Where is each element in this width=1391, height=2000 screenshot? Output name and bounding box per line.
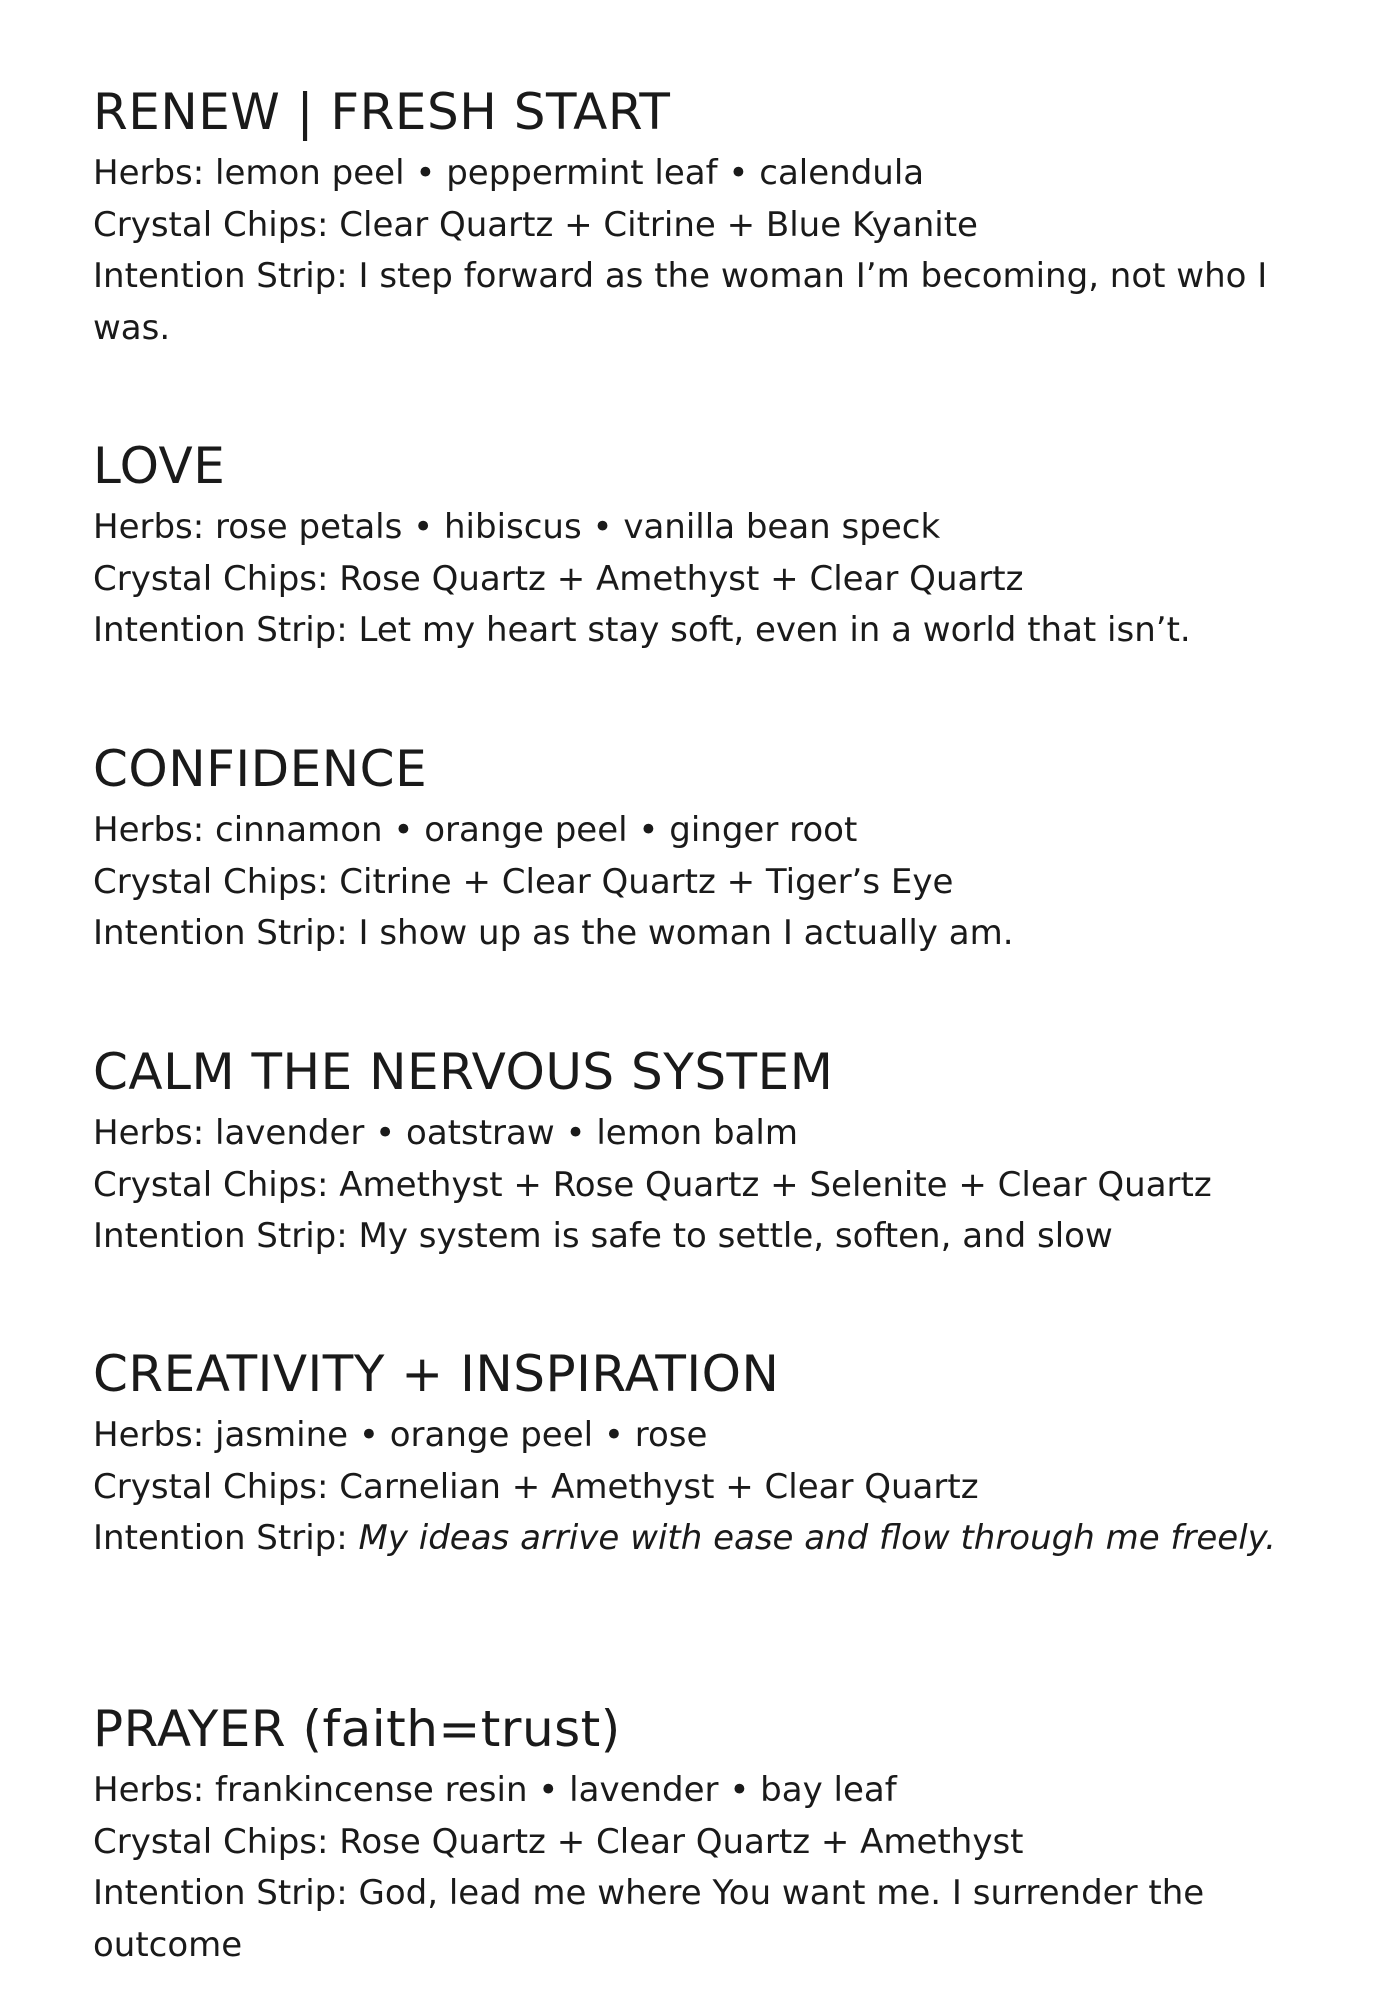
intention-label: Intention Strip: (93, 1873, 359, 1913)
intention-line (93, 1868, 1323, 1971)
section-heading: CONFIDENCE (93, 740, 428, 798)
crystal-chips-line: Crystal Chips: Clear Quartz + Citrine + Blue Kyanite (93, 204, 978, 245)
blend-section-prayer (93, 1699, 1343, 1971)
crystal-chips-line: Crystal Chips: Rose Quartz + Clear Quartz + Amethyst (93, 1821, 1024, 1862)
intention-text: I show up as the woman I actually am. (358, 913, 1014, 953)
blend-section-love (93, 436, 1343, 657)
intention-line (93, 908, 1323, 960)
blend-section-creativity (93, 1344, 1343, 1565)
section-heading: CREATIVITY + INSPIRATION (93, 1345, 780, 1403)
crystal-chips-line: Crystal Chips: Amethyst + Rose Quartz + Selenite + Clear Quartz (93, 1164, 1212, 1205)
intention-text: I step forward as the woman I’m becoming, not who I was. (93, 256, 1268, 348)
intention-label: Intention Strip: (93, 256, 359, 296)
intention-text: My system is safe to settle, soften, and slow (358, 1216, 1113, 1256)
blend-section-confidence (93, 739, 1343, 960)
crystal-chips-line: Crystal Chips: Carnelian + Amethyst + Clear Quartz (93, 1466, 979, 1507)
section-heading: RENEW | FRESH START (93, 83, 671, 141)
intention-label: Intention Strip: (93, 610, 359, 650)
herbs-line: Herbs: lemon peel • peppermint leaf • calendula (93, 153, 925, 193)
section-heading: LOVE (93, 437, 226, 495)
intention-text: God, lead me where You want me. I surrender the outcome (93, 1873, 1205, 1965)
intention-text: My ideas arrive with ease and flow through me freely. (358, 1518, 1276, 1558)
intention-label: Intention Strip: (93, 913, 359, 953)
crystal-chips-line: Crystal Chips: Citrine + Clear Quartz + Tiger’s Eye (93, 861, 954, 902)
intention-label: Intention Strip: (93, 1518, 359, 1558)
crystal-chips-line: Crystal Chips: Rose Quartz + Amethyst + Clear Quartz (93, 558, 1024, 599)
blend-section-renew (93, 82, 1343, 354)
intention-label: Intention Strip: (93, 1216, 359, 1256)
herbs-line: Herbs: frankincense resin • lavender • bay leaf (93, 1770, 897, 1810)
intention-text: Let my heart stay soft, even in a world that isn’t. (358, 610, 1191, 650)
herbs-line: Herbs: cinnamon • orange peel • ginger root (93, 810, 858, 850)
blend-section-calm (93, 1042, 1343, 1263)
intention-line (93, 1211, 1323, 1263)
section-heading: CALM THE NERVOUS SYSTEM (93, 1043, 834, 1101)
herbs-line: Herbs: lavender • oatstraw • lemon balm (93, 1113, 798, 1153)
herbs-line: Herbs: rose petals • hibiscus • vanilla bean speck (93, 507, 941, 547)
intention-line (93, 1513, 1323, 1565)
intention-line (93, 605, 1323, 657)
herbs-line: Herbs: jasmine • orange peel • rose (93, 1415, 708, 1455)
intention-line (93, 251, 1323, 354)
section-heading: PRAYER (faith=trust) (93, 1700, 621, 1758)
